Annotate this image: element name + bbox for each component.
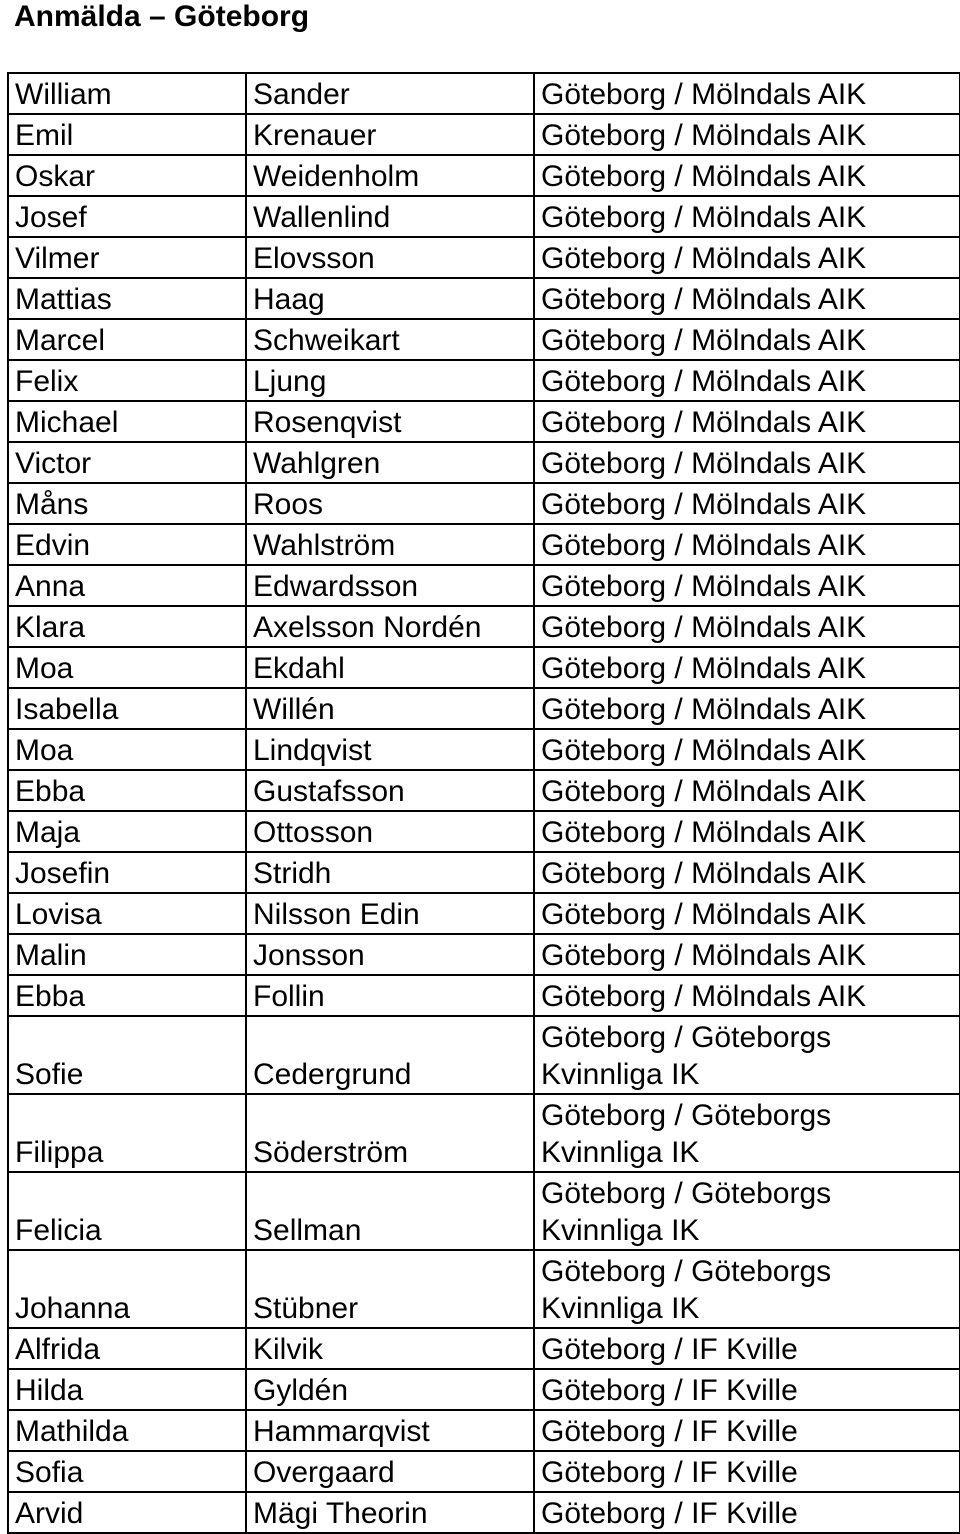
club-cell: Göteborg / Mölndals AIK [534, 811, 960, 852]
last-name-cell: Söderström [246, 1094, 534, 1172]
first-name-cell: Alfrida [8, 1328, 246, 1369]
club-cell: Göteborg / Mölndals AIK [534, 934, 960, 975]
table-row [8, 442, 960, 483]
club-cell: Göteborg / IF Kville [534, 1369, 960, 1410]
last-name-cell: Gustafsson [246, 770, 534, 811]
first-name-cell: Victor [8, 442, 246, 483]
last-name-cell: Kilvik [246, 1328, 534, 1369]
club-cell: Göteborg / Göteborgs Kvinnliga IK [534, 1172, 960, 1250]
club-cell: Göteborg / Mölndals AIK [534, 770, 960, 811]
table-row [8, 1451, 960, 1492]
last-name-cell: Wahlgren [246, 442, 534, 483]
club-cell: Göteborg / Göteborgs Kvinnliga IK [534, 1016, 960, 1094]
page-title: Anmälda – Göteborg [14, 0, 310, 33]
last-name-cell: Ekdahl [246, 647, 534, 688]
club-cell: Göteborg / Mölndals AIK [534, 114, 960, 155]
first-name-cell: Arvid [8, 1492, 246, 1533]
club-cell: Göteborg / Mölndals AIK [534, 319, 960, 360]
first-name-cell: Maja [8, 811, 246, 852]
table-row [8, 1250, 960, 1328]
first-name-cell: Johanna [8, 1250, 246, 1328]
table-row [8, 1328, 960, 1369]
last-name-cell: Gyldén [246, 1369, 534, 1410]
first-name-cell: Michael [8, 401, 246, 442]
club-cell: Göteborg / Mölndals AIK [534, 606, 960, 647]
first-name-cell: Marcel [8, 319, 246, 360]
first-name-cell: Moa [8, 647, 246, 688]
last-name-cell: Schweikart [246, 319, 534, 360]
table-row [8, 114, 960, 155]
table-row [8, 196, 960, 237]
last-name-cell: Haag [246, 278, 534, 319]
table-row [8, 73, 960, 114]
last-name-cell: Rosenqvist [246, 401, 534, 442]
first-name-cell: Filippa [8, 1094, 246, 1172]
last-name-cell: Wahlström [246, 524, 534, 565]
club-cell: Göteborg / Mölndals AIK [534, 729, 960, 770]
last-name-cell: Weidenholm [246, 155, 534, 196]
last-name-cell: Mägi Theorin [246, 1492, 534, 1533]
club-cell: Göteborg / Mölndals AIK [534, 401, 960, 442]
first-name-cell: Felix [8, 360, 246, 401]
table-row [8, 893, 960, 934]
table-row [8, 688, 960, 729]
club-cell: Göteborg / Mölndals AIK [534, 155, 960, 196]
table-row [8, 237, 960, 278]
last-name-cell: Roos [246, 483, 534, 524]
table-row [8, 155, 960, 196]
table-row [8, 319, 960, 360]
table-row [8, 811, 960, 852]
club-cell: Göteborg / Göteborgs Kvinnliga IK [534, 1250, 960, 1328]
registrations-table-body [8, 73, 960, 1533]
table-row [8, 483, 960, 524]
club-cell: Göteborg / Mölndals AIK [534, 893, 960, 934]
table-row [8, 1172, 960, 1250]
club-cell: Göteborg / Mölndals AIK [534, 688, 960, 729]
table-row [8, 1016, 960, 1094]
first-name-cell: Felicia [8, 1172, 246, 1250]
last-name-cell: Sellman [246, 1172, 534, 1250]
last-name-cell: Edwardsson [246, 565, 534, 606]
last-name-cell: Willén [246, 688, 534, 729]
club-cell: Göteborg / Mölndals AIK [534, 278, 960, 319]
last-name-cell: Elovsson [246, 237, 534, 278]
last-name-cell: Lindqvist [246, 729, 534, 770]
last-name-cell: Nilsson Edin [246, 893, 534, 934]
table-row [8, 934, 960, 975]
table-row [8, 1492, 960, 1533]
last-name-cell: Jonsson [246, 934, 534, 975]
table-row [8, 606, 960, 647]
last-name-cell: Axelsson Nordén [246, 606, 534, 647]
last-name-cell: Ljung [246, 360, 534, 401]
first-name-cell: Malin [8, 934, 246, 975]
last-name-cell: Ottosson [246, 811, 534, 852]
table-row [8, 401, 960, 442]
first-name-cell: Sofia [8, 1451, 246, 1492]
last-name-cell: Krenauer [246, 114, 534, 155]
club-cell: Göteborg / Mölndals AIK [534, 524, 960, 565]
table-row [8, 729, 960, 770]
table-row [8, 1094, 960, 1172]
club-cell: Göteborg / Mölndals AIK [534, 975, 960, 1016]
first-name-cell: Anna [8, 565, 246, 606]
last-name-cell: Cedergrund [246, 1016, 534, 1094]
club-cell: Göteborg / Mölndals AIK [534, 483, 960, 524]
table-row [8, 278, 960, 319]
last-name-cell: Overgaard [246, 1451, 534, 1492]
club-cell: Göteborg / IF Kville [534, 1410, 960, 1451]
table-row [8, 360, 960, 401]
club-cell: Göteborg / Mölndals AIK [534, 73, 960, 114]
table-row [8, 565, 960, 606]
table-row [8, 852, 960, 893]
club-cell: Göteborg / Mölndals AIK [534, 237, 960, 278]
registrations-table [7, 72, 960, 1534]
table-row [8, 770, 960, 811]
last-name-cell: Stübner [246, 1250, 534, 1328]
last-name-cell: Wallenlind [246, 196, 534, 237]
club-cell: Göteborg / IF Kville [534, 1492, 960, 1533]
club-cell: Göteborg / Mölndals AIK [534, 196, 960, 237]
last-name-cell: Hammarqvist [246, 1410, 534, 1451]
club-cell: Göteborg / Mölndals AIK [534, 442, 960, 483]
table-row [8, 975, 960, 1016]
table-row [8, 1369, 960, 1410]
last-name-cell: Sander [246, 73, 534, 114]
table-row [8, 1410, 960, 1451]
first-name-cell: Emil [8, 114, 246, 155]
club-cell: Göteborg / Mölndals AIK [534, 852, 960, 893]
first-name-cell: Oskar [8, 155, 246, 196]
first-name-cell: Josef [8, 196, 246, 237]
first-name-cell: Måns [8, 483, 246, 524]
last-name-cell: Follin [246, 975, 534, 1016]
first-name-cell: Edvin [8, 524, 246, 565]
first-name-cell: Klara [8, 606, 246, 647]
first-name-cell: Lovisa [8, 893, 246, 934]
first-name-cell: William [8, 73, 246, 114]
table-row [8, 524, 960, 565]
table-row [8, 647, 960, 688]
club-cell: Göteborg / Mölndals AIK [534, 647, 960, 688]
club-cell: Göteborg / IF Kville [534, 1451, 960, 1492]
club-cell: Göteborg / Mölndals AIK [534, 565, 960, 606]
first-name-cell: Mathilda [8, 1410, 246, 1451]
first-name-cell: Moa [8, 729, 246, 770]
club-cell: Göteborg / Mölndals AIK [534, 360, 960, 401]
first-name-cell: Ebba [8, 975, 246, 1016]
last-name-cell: Stridh [246, 852, 534, 893]
club-cell: Göteborg / IF Kville [534, 1328, 960, 1369]
first-name-cell: Sofie [8, 1016, 246, 1094]
first-name-cell: Josefin [8, 852, 246, 893]
first-name-cell: Hilda [8, 1369, 246, 1410]
club-cell: Göteborg / Göteborgs Kvinnliga IK [534, 1094, 960, 1172]
first-name-cell: Vilmer [8, 237, 246, 278]
first-name-cell: Isabella [8, 688, 246, 729]
first-name-cell: Ebba [8, 770, 246, 811]
first-name-cell: Mattias [8, 278, 246, 319]
